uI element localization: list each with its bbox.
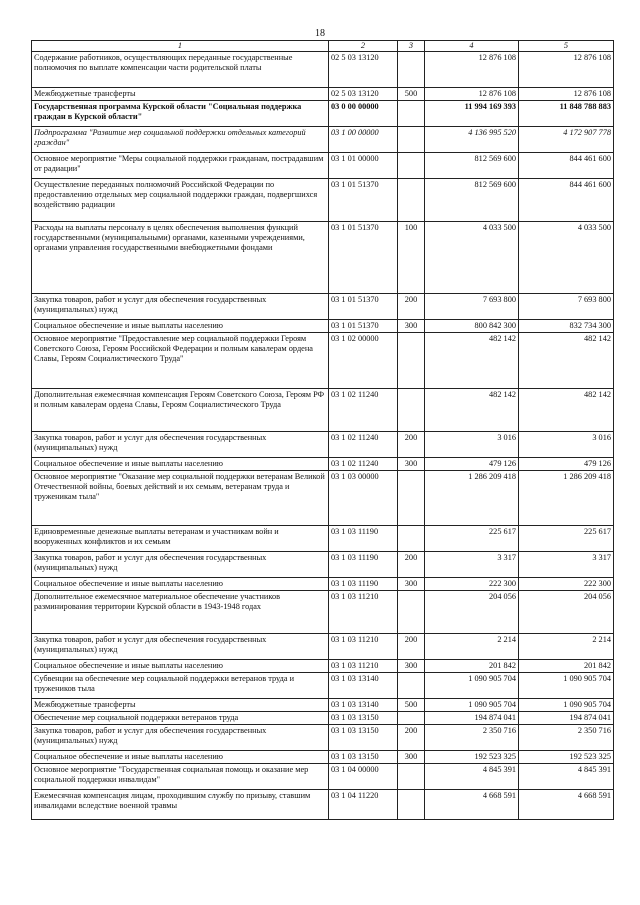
row-amount-year2: 204 056 — [519, 591, 614, 634]
table-row — [32, 699, 614, 712]
row-expense-type — [398, 101, 425, 127]
row-amount-year1: 12 876 108 — [425, 88, 519, 101]
row-amount-year1: 4 845 391 — [425, 764, 519, 790]
row-code: 03 1 01 51370 — [329, 320, 398, 333]
row-code: 03 1 02 11240 — [329, 432, 398, 458]
row-name: Межбюджетные трансферты — [32, 699, 329, 712]
row-code: 03 1 01 51370 — [329, 222, 398, 294]
column-header: 1 — [32, 41, 329, 52]
row-amount-year1: 4 136 995 520 — [425, 127, 519, 153]
row-name: Дополнительное ежемесячное материальное обеспечение участников разминирования территории Курской области в 1943-1948 годах — [32, 591, 329, 634]
table-row — [32, 458, 614, 471]
table-row — [32, 712, 614, 725]
row-amount-year2: 4 033 500 — [519, 222, 614, 294]
row-amount-year1: 479 126 — [425, 458, 519, 471]
row-expense-type — [398, 764, 425, 790]
row-code: 03 0 00 00000 — [329, 101, 398, 127]
row-amount-year1: 192 523 325 — [425, 751, 519, 764]
row-expense-type: 200 — [398, 294, 425, 320]
row-expense-type: 500 — [398, 88, 425, 101]
row-amount-year2: 1 286 209 418 — [519, 471, 614, 526]
row-expense-type: 200 — [398, 634, 425, 660]
row-code: 03 1 03 11190 — [329, 552, 398, 578]
row-code: 03 1 03 13150 — [329, 712, 398, 725]
row-name: Субвенции на обеспечение мер социальной поддержки ветеранов труда и тружеников тыла — [32, 673, 329, 699]
row-name: Социальное обеспечение и иные выплаты населению — [32, 458, 329, 471]
row-code: 03 1 04 11220 — [329, 790, 398, 820]
row-expense-type: 300 — [398, 320, 425, 333]
row-amount-year2: 3 016 — [519, 432, 614, 458]
row-expense-type — [398, 591, 425, 634]
row-amount-year1: 1 286 209 418 — [425, 471, 519, 526]
row-code: 03 1 03 13140 — [329, 673, 398, 699]
row-amount-year1: 482 142 — [425, 389, 519, 432]
row-expense-type: 300 — [398, 660, 425, 673]
row-code: 03 1 03 11190 — [329, 526, 398, 552]
row-expense-type — [398, 333, 425, 389]
row-code: 02 5 03 13120 — [329, 88, 398, 101]
row-amount-year1: 222 300 — [425, 578, 519, 591]
row-code: 03 1 03 13150 — [329, 751, 398, 764]
table-row — [32, 526, 614, 552]
row-amount-year1: 1 090 905 704 — [425, 673, 519, 699]
row-amount-year2: 4 845 391 — [519, 764, 614, 790]
row-name: Закупка товаров, работ и услуг для обеспечения государственных (муниципальных) нужд — [32, 634, 329, 660]
row-expense-type — [398, 52, 425, 88]
table-row — [32, 222, 614, 294]
row-amount-year1: 225 617 — [425, 526, 519, 552]
row-amount-year1: 4 668 591 — [425, 790, 519, 820]
table-row — [32, 578, 614, 591]
row-expense-type: 500 — [398, 699, 425, 712]
row-name: Обеспечение мер социальной поддержки ветеранов труда — [32, 712, 329, 725]
row-amount-year1: 2 350 716 — [425, 725, 519, 751]
row-name: Социальное обеспечение и иные выплаты населению — [32, 751, 329, 764]
column-header: 3 — [398, 41, 425, 52]
row-amount-year2: 2 214 — [519, 634, 614, 660]
row-amount-year1: 12 876 108 — [425, 52, 519, 88]
row-expense-type: 300 — [398, 578, 425, 591]
row-code: 03 1 02 11240 — [329, 458, 398, 471]
row-amount-year2: 11 848 788 883 — [519, 101, 614, 127]
row-code: 03 1 03 13140 — [329, 699, 398, 712]
row-amount-year1: 7 693 800 — [425, 294, 519, 320]
table-row — [32, 660, 614, 673]
row-expense-type — [398, 526, 425, 552]
row-amount-year2: 192 523 325 — [519, 751, 614, 764]
row-expense-type — [398, 712, 425, 725]
row-amount-year2: 222 300 — [519, 578, 614, 591]
row-amount-year2: 844 461 600 — [519, 179, 614, 222]
row-amount-year2: 225 617 — [519, 526, 614, 552]
row-name: Дополнительная ежемесячная компенсация Героям Советского Союза, Героям РФ и полным кавалерам ордена Славы, Героям Социалистического Труда — [32, 389, 329, 432]
table-header-row — [32, 41, 614, 52]
table-row — [32, 101, 614, 127]
table-row — [32, 591, 614, 634]
row-code: 03 1 04 00000 — [329, 764, 398, 790]
row-name: Закупка товаров, работ и услуг для обеспечения государственных (муниципальных) нужд — [32, 432, 329, 458]
row-amount-year2: 194 874 041 — [519, 712, 614, 725]
row-amount-year2: 1 090 905 704 — [519, 673, 614, 699]
row-expense-type: 200 — [398, 432, 425, 458]
row-amount-year2: 479 126 — [519, 458, 614, 471]
page-number: 18 — [315, 28, 325, 39]
row-amount-year2: 1 090 905 704 — [519, 699, 614, 712]
row-name: Государственная программа Курской области "Социальная поддержка граждан в Курской области" — [32, 101, 329, 127]
row-name: Основное мероприятие "Оказание мер социальной поддержки ветеранам Великой Отечественной войны, боевых действий и их семьям, ветеранам труда и труженикам тыла" — [32, 471, 329, 526]
row-name: Социальное обеспечение и иные выплаты населению — [32, 660, 329, 673]
table-row — [32, 432, 614, 458]
table-row — [32, 764, 614, 790]
row-name: Основное мероприятие "Государственная социальная помощь и оказание мер социальной поддержки инвалидам" — [32, 764, 329, 790]
row-expense-type: 200 — [398, 552, 425, 578]
row-name: Межбюджетные трансферты — [32, 88, 329, 101]
row-amount-year2: 12 876 108 — [519, 88, 614, 101]
row-amount-year2: 844 461 600 — [519, 153, 614, 179]
table-row — [32, 725, 614, 751]
row-expense-type: 300 — [398, 751, 425, 764]
table-row — [32, 389, 614, 432]
column-header: 2 — [329, 41, 398, 52]
row-amount-year1: 194 874 041 — [425, 712, 519, 725]
row-expense-type: 300 — [398, 458, 425, 471]
row-code: 03 1 01 00000 — [329, 153, 398, 179]
row-name: Закупка товаров, работ и услуг для обеспечения государственных (муниципальных) нужд — [32, 552, 329, 578]
row-amount-year1: 204 056 — [425, 591, 519, 634]
row-amount-year2: 4 668 591 — [519, 790, 614, 820]
row-amount-year2: 7 693 800 — [519, 294, 614, 320]
row-code: 03 1 03 11210 — [329, 660, 398, 673]
table-row — [32, 294, 614, 320]
row-amount-year1: 1 090 905 704 — [425, 699, 519, 712]
row-expense-type — [398, 673, 425, 699]
table-row — [32, 751, 614, 764]
row-code: 03 1 03 11210 — [329, 634, 398, 660]
row-name: Социальное обеспечение и иные выплаты населению — [32, 578, 329, 591]
row-amount-year2: 12 876 108 — [519, 52, 614, 88]
row-amount-year2: 482 142 — [519, 389, 614, 432]
row-amount-year1: 2 214 — [425, 634, 519, 660]
row-code: 03 1 03 11210 — [329, 591, 398, 634]
table-row — [32, 552, 614, 578]
row-name: Осуществление переданных полномочий Российской Федерации по предоставлению отдельных мер социальной поддержки граждан, подвергшихся воздействию радиации — [32, 179, 329, 222]
table-row — [32, 634, 614, 660]
row-amount-year2: 201 842 — [519, 660, 614, 673]
row-amount-year2: 832 734 300 — [519, 320, 614, 333]
row-code: 03 1 00 00000 — [329, 127, 398, 153]
table-row — [32, 320, 614, 333]
table-row — [32, 790, 614, 820]
row-code: 03 1 02 11240 — [329, 389, 398, 432]
table-row — [32, 673, 614, 699]
row-code: 02 5 03 13120 — [329, 52, 398, 88]
row-code: 03 1 03 11190 — [329, 578, 398, 591]
row-amount-year2: 3 317 — [519, 552, 614, 578]
row-amount-year1: 812 569 600 — [425, 153, 519, 179]
row-name: Единовременные денежные выплаты ветеранам и участникам войн и вооруженных конфликтов и их семьям — [32, 526, 329, 552]
row-amount-year1: 3 317 — [425, 552, 519, 578]
row-expense-type — [398, 471, 425, 526]
row-name: Содержание работников, осуществляющих переданные государственные полномочия по выплате компенсации части родительской платы — [32, 52, 329, 88]
budget-table — [31, 40, 614, 820]
row-name: Закупка товаров, работ и услуг для обеспечения государственных (муниципальных) нужд — [32, 294, 329, 320]
row-amount-year1: 482 142 — [425, 333, 519, 389]
row-code: 03 1 01 51370 — [329, 179, 398, 222]
row-name: Социальное обеспечение и иные выплаты населению — [32, 320, 329, 333]
row-expense-type — [398, 790, 425, 820]
table-row — [32, 471, 614, 526]
row-code: 03 1 03 13150 — [329, 725, 398, 751]
row-name: Расходы на выплаты персоналу в целях обеспечения выполнения функций государственными (муниципальными) органами, казенными учреждениями, органами управления государственными внебюджетными фондами — [32, 222, 329, 294]
row-amount-year1: 800 842 300 — [425, 320, 519, 333]
row-code: 03 1 01 51370 — [329, 294, 398, 320]
row-expense-type — [398, 153, 425, 179]
row-name: Основное мероприятие "Предоставление мер социальной поддержки Героям Советского Союза, Героям Российской Федерации и полным кавалерам ордена Славы, Героям Социалистического Труда" — [32, 333, 329, 389]
table-row — [32, 153, 614, 179]
row-expense-type — [398, 127, 425, 153]
row-expense-type: 100 — [398, 222, 425, 294]
table-row — [32, 52, 614, 88]
row-name: Ежемесячная компенсация лицам, проходившим службу по призыву, ставшим инвалидами вследствие военной травмы — [32, 790, 329, 820]
row-amount-year2: 482 142 — [519, 333, 614, 389]
row-expense-type — [398, 179, 425, 222]
row-name: Закупка товаров, работ и услуг для обеспечения государственных (муниципальных) нужд — [32, 725, 329, 751]
row-name: Основное мероприятие "Меры социальной поддержки гражданам, пострадавшим от радиации" — [32, 153, 329, 179]
row-amount-year1: 812 569 600 — [425, 179, 519, 222]
table-row — [32, 127, 614, 153]
table-row — [32, 333, 614, 389]
row-amount-year1: 4 033 500 — [425, 222, 519, 294]
row-code: 03 1 02 00000 — [329, 333, 398, 389]
row-code: 03 1 03 00000 — [329, 471, 398, 526]
row-expense-type: 200 — [398, 725, 425, 751]
row-name: Подпрограмма "Развитие мер социальной поддержки отдельных категорий граждан" — [32, 127, 329, 153]
table-row — [32, 88, 614, 101]
row-amount-year2: 2 350 716 — [519, 725, 614, 751]
column-header: 4 — [425, 41, 519, 52]
row-amount-year1: 201 842 — [425, 660, 519, 673]
column-header: 5 — [519, 41, 614, 52]
table-row — [32, 179, 614, 222]
row-amount-year2: 4 172 907 778 — [519, 127, 614, 153]
row-amount-year1: 3 016 — [425, 432, 519, 458]
row-expense-type — [398, 389, 425, 432]
row-amount-year1: 11 994 169 393 — [425, 101, 519, 127]
